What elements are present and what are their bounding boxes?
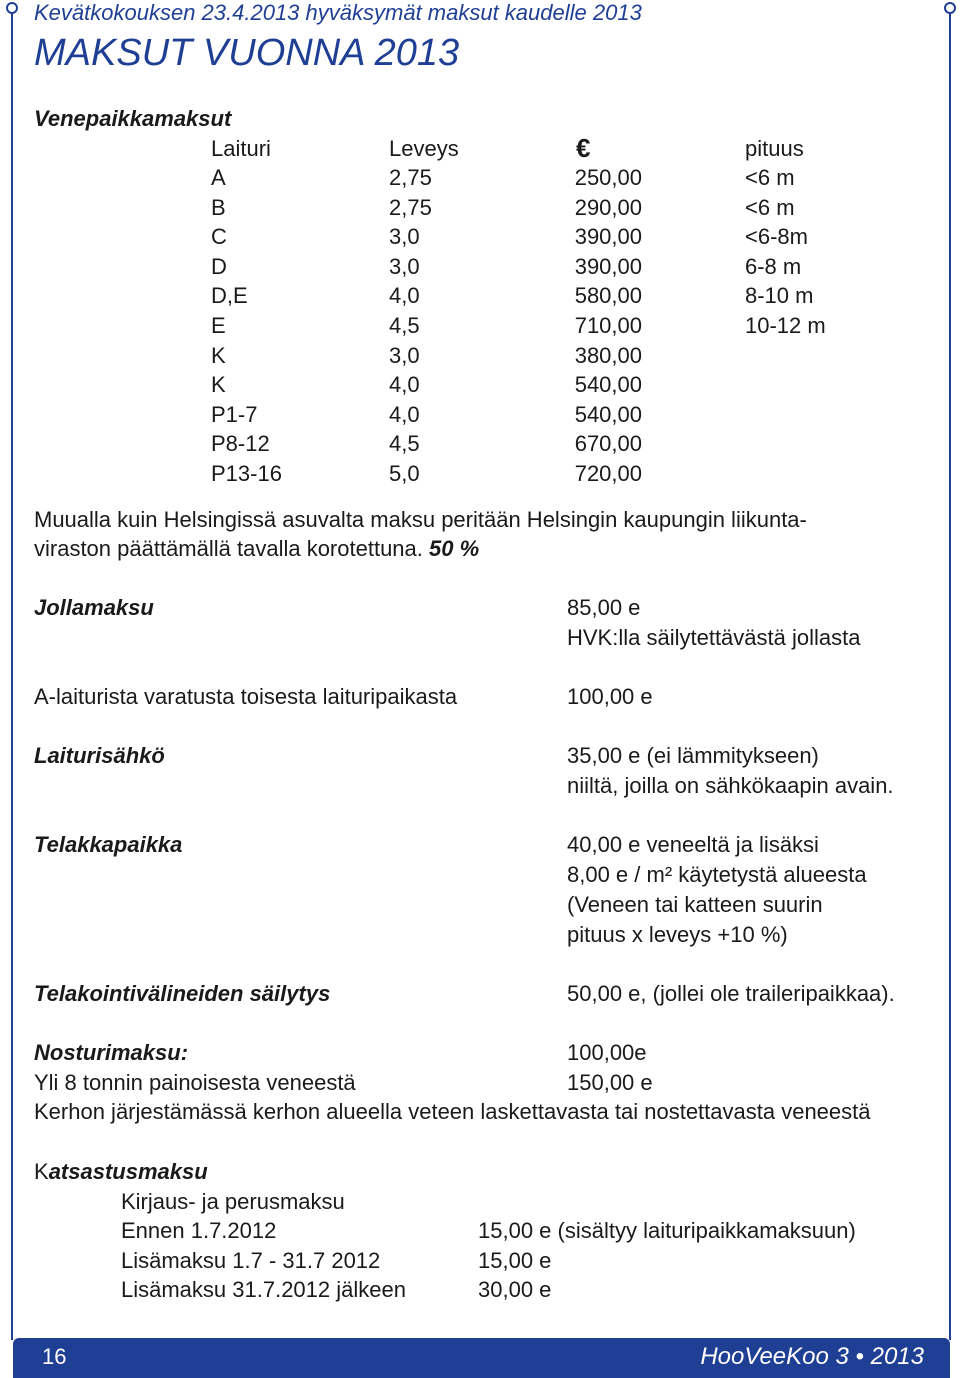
footer-brand: HooVeeKoo 3 • 2013 [700, 1343, 924, 1370]
row-leveys: 5,0 [389, 461, 420, 486]
row-hinta: 540,00 [574, 372, 642, 397]
row-leveys: 4,0 [389, 402, 420, 427]
row-laituri: K [211, 343, 226, 368]
frame-line-left [11, 8, 13, 1340]
row-laituri: P13-16 [211, 461, 282, 486]
nosturi-heavy-label: Yli 8 tonnin painoisesta veneestä [34, 1070, 356, 1095]
row-pituus: 10-12 m [745, 313, 826, 338]
page-title: MAKSUT VUONNA 2013 [34, 32, 460, 74]
header-euro: € [576, 133, 591, 163]
row-leveys: 3,0 [389, 224, 420, 249]
katsastus-row-label: Lisämaksu 1.7 - 31.7 2012 [121, 1248, 381, 1273]
katsastus-basic: Kirjaus- ja perusmaksu [121, 1189, 345, 1214]
row-leveys: 4,5 [389, 313, 420, 338]
note-percent: 50 % [429, 536, 480, 561]
row-laituri: A [211, 165, 226, 190]
row-laituri: E [211, 313, 226, 338]
row-pituus: 6-8 m [745, 254, 802, 279]
row-pituus: 8-10 m [745, 283, 814, 308]
page-subtitle: Kevätkokouksen 23.4.2013 hyväksymät maksut kaudelle 2013 [34, 0, 642, 25]
sahko-line-2: niiltä, joilla on sähkökaapin avain. [567, 773, 894, 798]
telakka-line-2: 8,00 e / m² käytetystä alueesta [567, 862, 867, 887]
katsastus-label [34, 1157, 208, 1187]
jolla-value: 85,00 e [567, 595, 641, 620]
telakointi-label: Telakointivälineiden säilytys [34, 981, 331, 1006]
row-hinta: 390,00 [574, 224, 642, 249]
nosturi-heavy-value: 150,00 e [567, 1070, 653, 1095]
katsastus-initial: K [34, 1159, 49, 1184]
row-hinta: 710,00 [574, 313, 642, 338]
sahko-line-1: 35,00 e (ei lämmitykseen) [567, 743, 819, 768]
nosturi-value: 100,00e [567, 1040, 647, 1065]
a-laituri-value: 100,00 e [567, 684, 653, 709]
note-line-2 [34, 534, 479, 564]
note-line-1: Muualla kuin Helsingissä asuvalta maksu peritään Helsingin kaupungin liikunta- [34, 507, 807, 532]
frame-dot-right [944, 2, 956, 14]
row-laituri: P1-7 [211, 402, 258, 427]
frame-line-right [949, 8, 951, 1340]
row-hinta: 540,00 [574, 402, 642, 427]
nosturi-label: Nosturimaksu: [34, 1040, 189, 1065]
row-laituri: D [211, 254, 227, 279]
row-hinta: 250,00 [574, 165, 642, 190]
katsastus-rest: atsastusmaksu [48, 1159, 208, 1184]
header-pituus: pituus [745, 136, 804, 161]
row-laituri: C [211, 224, 227, 249]
telakka-label: Telakkapaikka [34, 832, 183, 857]
row-leveys: 4,0 [389, 372, 420, 397]
katsastus-row-label: Lisämaksu 31.7.2012 jälkeen [121, 1277, 406, 1302]
row-leveys: 4,0 [389, 283, 420, 308]
page-number: 16 [42, 1344, 67, 1369]
row-hinta: 390,00 [574, 254, 642, 279]
telakka-line-1: 40,00 e veneeltä ja lisäksi [567, 832, 819, 857]
row-leveys: 3,0 [389, 343, 420, 368]
row-leveys: 4,5 [389, 431, 420, 456]
row-hinta: 580,00 [574, 283, 642, 308]
row-pituus: <6-8m [745, 224, 808, 249]
row-laituri: P8-12 [211, 431, 270, 456]
row-leveys: 2,75 [389, 195, 432, 220]
telakka-line-4: pituus x leveys +10 %) [567, 922, 788, 947]
venepaikka-heading: Venepaikkamaksut [34, 106, 232, 131]
note-text: viraston päättämällä tavalla korotettuna. [34, 536, 423, 561]
row-leveys: 3,0 [389, 254, 420, 279]
row-hinta: 670,00 [574, 431, 642, 456]
row-pituus: <6 m [745, 195, 795, 220]
katsastus-row-value: 30,00 e [478, 1277, 552, 1302]
frame-dot-left [6, 2, 18, 14]
katsastus-row-label: Ennen 1.7.2012 [121, 1218, 277, 1243]
sahko-label: Laiturisähkö [34, 743, 165, 768]
nosturi-note: Kerhon järjestämässä kerhon alueella veteen laskettavasta tai nostettavasta veneestä [34, 1099, 871, 1124]
telakointi-value: 50,00 e, (jollei ole traileripaikkaa). [567, 981, 895, 1006]
row-pituus: <6 m [745, 165, 795, 190]
row-laituri: K [211, 372, 226, 397]
row-hinta: 720,00 [574, 461, 642, 486]
header-leveys: Leveys [389, 136, 459, 161]
row-leveys: 2,75 [389, 165, 432, 190]
a-laituri-label: A-laiturista varatusta toisesta laituripaikasta [34, 684, 458, 709]
row-hinta: 380,00 [574, 343, 642, 368]
jolla-note: HVK:lla säilytettävästä jollasta [567, 625, 861, 650]
katsastus-row-value: 15,00 e (sisältyy laituripaikkamaksuun) [478, 1218, 856, 1243]
jolla-label: Jollamaksu [34, 595, 154, 620]
telakka-line-3: (Veneen tai katteen suurin [567, 892, 823, 917]
header-laituri: Laituri [211, 136, 271, 161]
row-laituri: D,E [211, 283, 248, 308]
katsastus-row-value: 15,00 e [478, 1248, 552, 1273]
row-laituri: B [211, 195, 226, 220]
row-hinta: 290,00 [574, 195, 642, 220]
